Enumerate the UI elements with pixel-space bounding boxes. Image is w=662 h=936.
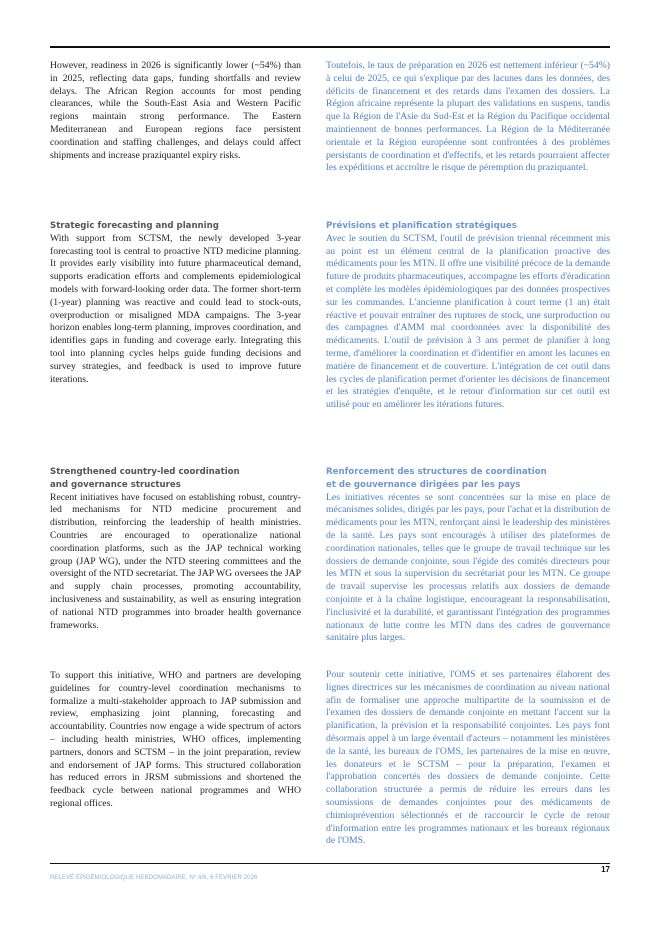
section-heading: Strategic forecasting and planning: [50, 221, 219, 231]
french-section-coordination: [326, 466, 610, 645]
paragraph: Pour soutenir cette initiative, l'OMS et ses partenaires élaborent des lignes directrices sur les mécanismes de coordination au niveau national afin de formaliser une approche multipartite de la soumission et de l'examen des dossiers de demande conjointe en mettant l'accent sur la planification, la prévision et la responsabilité conjointes. Les pays font désormais appel à un large éventail d'acteurs – notamment les ministères de la santé, les bureaux de l'OMS, les partenaires de la mise en œuvre, les donateurs et le SCTSM – pour la préparation, l'examen et l'approbation concertés des dossiers de demande conjointe. Cette collaboration structurée a permis de réduire les erreurs dans les soumissions de demandes conjointes pour des médicaments de chimioprévention sélectionnés et de raccourcir le cycle de retour d'information entre les programmes nationaux et les bureaux régionaux de l'OMS.: [326, 669, 610, 847]
paragraph: However, readiness in 2026 is significantly lower (~54%) than in 2025, reflecting data gaps, funding shortfalls and review delays. The African Region accounts for most pending clearances, while the South-East Asia and Western Pacific regions maintain strong performance. The Eastern Mediterranean and European regions face persistent coordination and staffing challenges, and delays could affect shipments and increase praziquantel expiry risks.: [50, 60, 301, 161]
section-heading-line-1: Renforcement des structures de coordination: [326, 467, 547, 477]
top-rule: [50, 46, 610, 48]
paragraph: Recent initiatives have focused on establishing robust, country-led mechanisms for NTD medicine procurement and distribution, reinforcing the leadership of health ministries. Countries are encouraged to operationalize national coordination platforms, such as the JAP technical working group (JAP WG), under the NTD steering committees and the oversight of the NTD secretariat. The JAP WG oversees the JAP and supply chain processes, promoting accountability, inclusiveness and sustainability, as well as ensuring integration of national NTD programmes into broader health governance frameworks.: [50, 491, 301, 631]
journal-citation: RELEVÉ ÉPIDÉMIOLOGIQUE HEBDOMADAIRE, Nº 4/6, 6 FÉVRIER 2026: [50, 875, 258, 881]
paragraph: Toutefois, le taux de préparation en 2026 est nettement inférieur (~54%) à celui de 2025, ce qui s'explique par des lacunes dans les données, des déficits de financement et des retards dans l'examen des dossiers. La Région africaine représente la plupart des validations en suspens, tandis que la Région de l'Asie du Sud-Est et la Région du Pacifique occidental maintiennent de bonnes performances. La Région de la Méditerranée orientale et la Région européenne sont confrontées à des problèmes persistants de coordination et d'effectifs, et les retards pourraient affecter les expéditions et accroître le risque de péremption du praziquantel.: [326, 60, 610, 174]
paragraph: Avec le soutien du SCTSM, l'outil de prévision triennal récemment mis au point est un élément central de la planification proactive des médicaments pour les MTN. Il offre une visibilité précoce de la demande future de produits pharmaceutiques, accompagne les efforts d'éradication et complète les modèles épidémiologiques par des données prospectives sur les commandes. L'ancienne planification à court terme (1 an) était réactive et pouvait entraîner des ruptures de stock, une surproduction ou des campagnes d'AMM mal coordonnées avec la disponibilité des médicaments. L'outil de prévision à 3 ans permet de planifier à long terme, d'améliorer la coordination et d'identifier en amont les lacunes en matière de financement et de couverture. L'intégration de cet outil dans les cycles de planification permet d'orienter les décisions de financement et les stratégies d'enquête, et le retour d'information sur cet outil est utilisé pour en améliorer les itérations futures.: [326, 232, 610, 411]
section-heading-line-2: et de gouvernance dirigées par les pays: [326, 479, 521, 490]
section-heading-line-1: Strengthened country-led coordination: [50, 467, 240, 477]
section-heading-line-2: and governance structures: [50, 479, 181, 490]
english-support-paragraph: [50, 670, 301, 811]
english-intro: [50, 60, 301, 162]
page-number: 17: [601, 865, 610, 874]
english-section-coordination: [50, 466, 301, 632]
section-heading: Prévisions et planification stratégiques: [326, 221, 517, 231]
french-intro: [326, 60, 610, 175]
page-footer: [50, 866, 610, 884]
bottom-rule: [50, 863, 610, 864]
english-section-forecasting: [50, 220, 301, 386]
paragraph: To support this initiative, WHO and partners are developing guidelines for country-level coordination mechanisms to formalize a multi-stakeholder approach to JAP submission and review, emphasizing joint planning, forecasting and accountability. Countries now engage a wide spectrum of actors – including health ministries, WHO offices, implementing partners, donors and SCTSM – in the joint preparation, review and endorsement of JAP forms. This structured collaboration has reduced errors in JRSM submissions and shortened the feedback cycle between national programmes and WHO regional offices.: [50, 670, 301, 809]
paragraph: Les initiatives récentes se sont concentrées sur la mise en place de mécanismes solides, dirigés par les pays, pour l'achat et la distribution de médicaments pour les MTN, renforçant ainsi le leadership des ministères de la santé. Les pays sont encouragés à utiliser des plateformes de coordination nationales, telles que le groupe de travail technique sur les dossiers de demande conjointe, sous l'égide des comités directeurs pour les MTN et sous la supervision du secrétariat pour les MTN. Ce groupe de travail supervise les processus relatifs aux dossiers de demande conjointe et à la chaîne logistique, encourageant la responsabilisation, l'inclusivité et la durabilité, et garantissant l'intégration des programmes nationaux de lutte contre les MTN dans des cadres de gouvernance sanitaire plus larges.: [326, 491, 610, 644]
paragraph: With support from SCTSM, the newly developed 3-year forecasting tool is central to proactive NTD medicine planning. It provides early visibility into future pharmaceutical demand, supports eradication efforts and complements epidemiological models with forward-looking order data. The former short-term (1-year) planning was reactive and could lead to stock-outs, overproduction or misaligned MDA campaigns. The 3-year horizon enables long-term planning, improves coordination, and identifies gaps in funding and coverage early. Integrating this tool into planning cycles helps guide funding decisions and survey strategies, and feedback is used to improve future iterations.: [50, 232, 301, 385]
french-support-paragraph: [326, 669, 610, 848]
french-section-forecasting: [326, 220, 610, 412]
